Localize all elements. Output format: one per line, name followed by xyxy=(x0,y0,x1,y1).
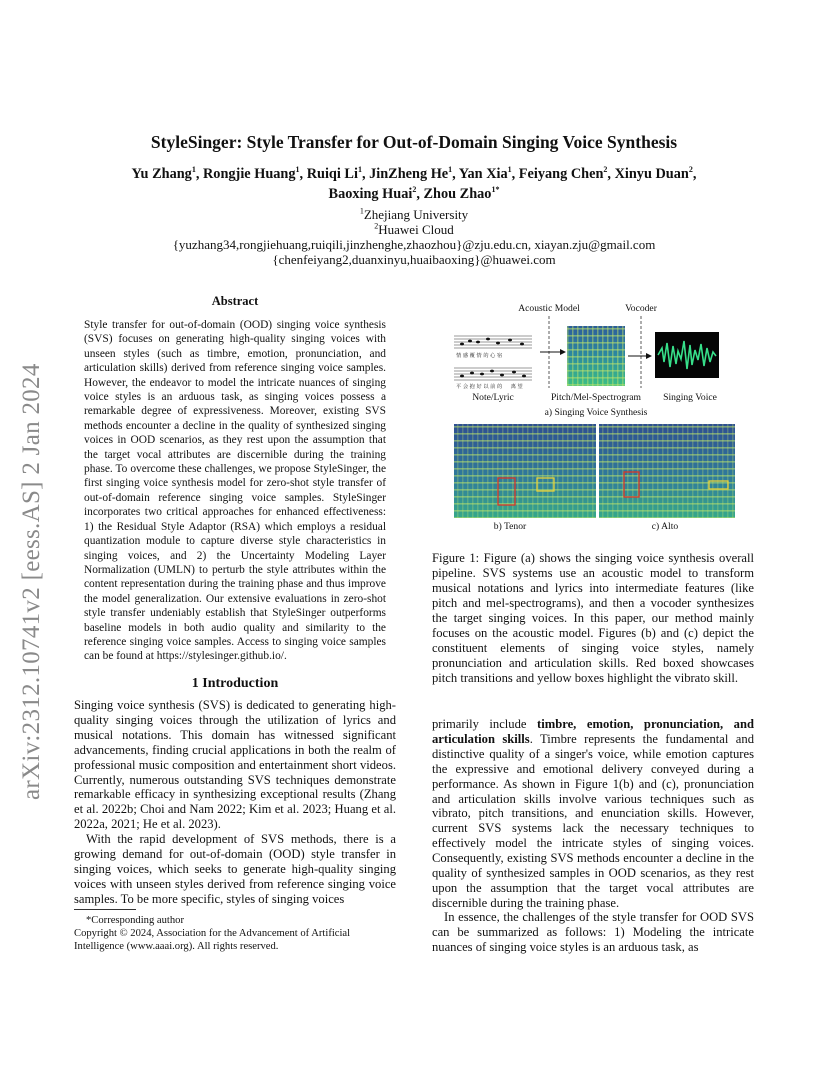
footnote-rule xyxy=(74,909,136,910)
lyrics-line-2: 平 会 抱 好 以 前 的 离 望 xyxy=(456,384,523,390)
author-affiliation-marker: 1 xyxy=(295,165,300,175)
author-name: Rongjie Huang xyxy=(202,166,296,182)
author-affiliation-marker: 1 xyxy=(357,165,362,175)
author-name: Ruiqi Li xyxy=(306,166,358,182)
author-list-line-2: Baoxing Huai$^2$, Zhou Zhao$^{1*}$ xyxy=(328,185,500,202)
author-name: Baoxing Huai xyxy=(328,186,413,202)
author-name: Zhou Zhao xyxy=(423,186,492,202)
right-column-paragraph-2: In essence, the challenges of the style transfer for OOD SVS can be summarized as follows: 1) Modeling the intricate nuances of singing voice styles is an arduous task, as xyxy=(432,910,754,954)
corresponding-author-note: *Corresponding author xyxy=(86,915,184,926)
copyright-notice: Copyright © 2024, Association for the Advancement of Artificial Intelligence (www.aaai.org). All rights reserved. xyxy=(74,928,351,952)
author-list-line-1: Yu Zhang$^1$, Rongjie Huang$^1$, Ruiqi Li$^1$, JinZheng He$^1$, Yan Xia$^1$, Feiyang Chen$^2$, Xinyu Duan$^2$, xyxy=(131,165,697,182)
intro-paragraph-2: With the rapid development of SVS methods, there is a growing demand for out-of-domain (OOD) style transfer in singing voices, which seeks to generate high-quality singing voices with unseen styles derived from reference singing voice samples. To be more specific, styles of singing voices xyxy=(74,832,396,906)
style-elements-emphasis: timbre, emotion, pronunciation, and articulation skills xyxy=(432,717,754,746)
author-name: Feiyang Chen xyxy=(518,166,604,182)
paper-title: StyleSinger: Style Transfer for Out-of-Domain Singing Voice Synthesis xyxy=(150,132,678,152)
label-singing-voice: Singing Voice xyxy=(663,392,717,403)
label-vocoder: Vocoder xyxy=(625,303,657,314)
arrow-spectrogram-to-wave xyxy=(628,353,652,359)
abstract-heading: Abstract xyxy=(211,294,259,308)
figure-1 xyxy=(436,296,752,536)
author-affiliation-marker: 1 xyxy=(191,165,196,175)
email-line-1: {yuzhang34,rongjiehuang,ruiqili,jinzhenghe,zhaozhou}@zju.edu.cn, xiayan.zju@gmail.com xyxy=(172,237,656,252)
intro-paragraph-1: Singing voice synthesis (SVS) is dedicated to generating high-quality singing voices through the utilization of lyrics and musical notations. This domain has witnessed significant advancements, finding crucial applications in both the realm of professional music composition and entertainment short videos. Currently, numerous outstanding SVS techniques demonstrate remarkable efficacy in synthesizing exceptional results (Zhang et al. 2022b; Choi and Nam 2022; Kim et al. 2023; Huang et al. 2022a, 2021; He et al. 2023). xyxy=(74,698,396,832)
arrow-note-to-spectrogram xyxy=(540,349,566,355)
author-name: Xinyu Duan xyxy=(614,166,689,182)
arxiv-identifier: arXiv:2312.10741v2 [eess.AS] 2 Jan 2024 xyxy=(18,363,45,800)
figure-1-caption: Figure 1: Figure (a) shows the singing voice synthesis overall pipeline. SVS systems use an acoustic model to transform musical notations and lyrics into intermediate features (like pitch and mel-spectrograms), and then a vocoder synthesizes the target singing voices. In this paper, our method mainly focuses on the acoustic model. Figures (b) and (c) depict the constituent elements of singing voice styles, namely pronunciation and articulation skills. Red boxed showcases pitch transitions and yellow boxes highlight the vibrato skill. xyxy=(432,551,754,685)
author-affiliation-marker: 2 xyxy=(412,185,417,195)
section-heading-introduction: 1 Introduction xyxy=(191,676,279,691)
affiliation-2: $^2$Huawei Cloud xyxy=(374,221,454,237)
tenor-spectrogram xyxy=(454,424,596,518)
footnote-block xyxy=(74,914,396,953)
mel-spectrogram-image xyxy=(567,326,625,386)
author-name: Yu Zhang xyxy=(131,166,192,182)
author-affiliation-marker: 2 xyxy=(603,165,608,175)
lyrics-line-1: 情 感 覆 情 的 心 宿 xyxy=(456,353,503,359)
right-column-paragraph-1: primarily include timbre, emotion, pronunciation, and articulation skills. Timbre represents the fundamental and distinctive quality of a singer's voice, while emotion captures the expressive and emotional delivery conveyed during a performance. As shown in Figure 1(b) and (c), pronunciation and articulation skills involve various techniques such as vibrato, pitch transitions, and enunciation skills. However, current SVS systems lack the necessary techniques to effectively model the intricate styles of singing voices. Consequently, existing SVS methods encounter a decline in the quality of synthesized samples in OOD scenarios, as they rest upon the assumption that the target vocal attributes are discernible during the training phase. xyxy=(432,717,754,910)
author-affiliation-marker: 1 xyxy=(448,165,453,175)
label-acoustic-model: Acoustic Model xyxy=(518,303,580,314)
subcaption-a: a) Singing Voice Synthesis xyxy=(544,407,648,418)
author-affiliation-marker: 2 xyxy=(688,165,693,175)
author-name: Yan Xia xyxy=(458,166,508,182)
label-note-lyric: Note/Lyric xyxy=(472,392,514,403)
author-name: JinZheng He xyxy=(369,166,449,182)
abstract-body: Style transfer for out-of-domain (OOD) singing voice synthesis (SVS) focuses on generating high-quality singing voices with unseen styles (such as timbre, emotion, pronunciation, and articulation skills) derived from reference singing voice samples. However, the endeavor to model the intricate nuances of singing voice styles is an arduous task, as singing voices possess a remarkable degree of expressiveness. Moreover, existing SVS methods encounter a decline in the quality of synthesized singing voices in OOD scenarios, as they rest upon the assumption that the target vocal attributes are discernible during the training phase. To overcome these challenges, we propose StyleSinger, the first singing voice synthesis model for zero-shot style transfer of out-of-domain reference singing voice samples. StyleSinger incorporates two critical approaches for enhanced effectiveness: 1) the Residual Style Adaptor (RSA) which employs a residual quantization module to capture diverse style characteristics in singing voices, and 2) the Uncertainty Modeling Layer Normalization (UMLN) to perturb the style attributes within the content representation during the training phase and thus improve the model generalization. Our extensive evaluations in zero-shot style transfer undeniably establish that StyleSinger outperforms baseline models in both audio quality and similarity to the reference singing voice samples. Access to singing voice samples can be found at https://stylesinger.github.io/. xyxy=(84,319,386,663)
email-line-2: {chenfeiyang2,duanxinyu,huaibaoxing}@huawei.com xyxy=(272,252,556,267)
subcaption-c: c) Alto xyxy=(651,521,679,532)
waveform-image xyxy=(655,332,719,378)
author-affiliation-marker: 1 xyxy=(507,165,512,175)
author-affiliation-marker: 1* xyxy=(491,185,500,195)
alto-spectrogram xyxy=(599,424,735,518)
music-score xyxy=(454,336,532,390)
subcaption-b: b) Tenor xyxy=(493,521,527,532)
label-pitch-mel: Pitch/Mel-Spectrogram xyxy=(550,392,642,403)
affiliation-1: $^1$Zhejiang University xyxy=(359,206,469,222)
